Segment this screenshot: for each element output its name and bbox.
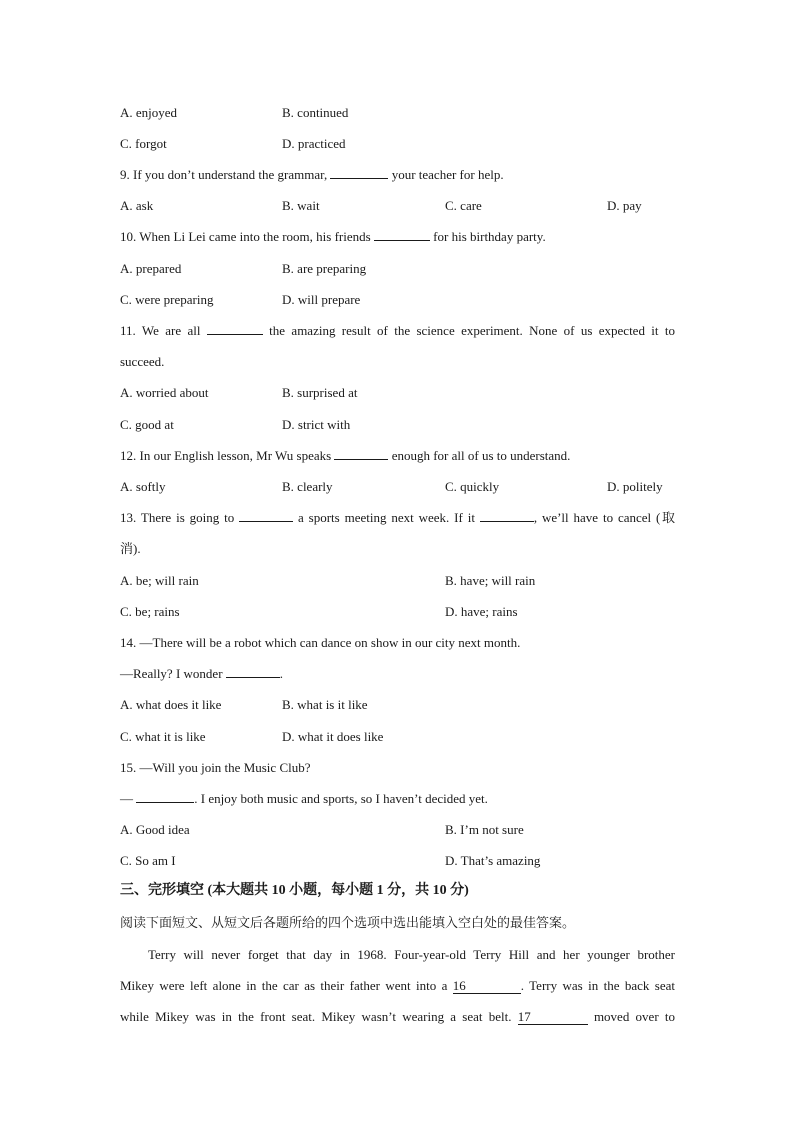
q12-option-c[interactable]: C. quickly <box>445 479 500 494</box>
q13-option-a[interactable]: A. be; will rain <box>120 573 199 588</box>
cloze-blank-16[interactable]: 16 <box>453 979 521 994</box>
q11-option-b[interactable]: B. surprised at <box>282 385 358 400</box>
section-instruction: 阅读下面短文、从短文后各题所给的四个选项中选出能填入空白处的最佳答案。 <box>120 915 576 930</box>
question-15-reply: — . I enjoy both music and sports, so I haven’t decided yet. <box>120 791 488 806</box>
question-15: 15. —Will you join the Music Club? <box>120 760 311 775</box>
q12-option-d[interactable]: D. politely <box>607 479 663 494</box>
q12-option-b[interactable]: B. clearly <box>282 479 333 494</box>
question-11-continuation: succeed. <box>120 354 165 369</box>
question-9: 9. If you don’t understand the grammar, your teacher for help. <box>120 167 504 182</box>
q8-option-c[interactable]: C. forgot <box>120 136 167 151</box>
q9-option-d[interactable]: D. pay <box>607 198 642 213</box>
question-10: 10. When Li Lei came into the room, his friends for his birthday party. <box>120 229 546 244</box>
answer-blank <box>207 322 263 335</box>
q9-option-a[interactable]: A. ask <box>120 198 154 213</box>
q15-option-a[interactable]: A. Good idea <box>120 822 190 837</box>
answer-blank <box>334 447 388 460</box>
q11-option-a[interactable]: A. worried about <box>120 385 209 400</box>
q8-option-a[interactable]: A. enjoyed <box>120 105 178 120</box>
passage-line: Terry will never forget that day in 1968. Four-year-old Terry Hill and her younger brother <box>148 947 675 962</box>
q8-option-b[interactable]: B. continued <box>282 105 349 120</box>
answer-blank <box>480 509 534 522</box>
q14-option-c[interactable]: C. what it is like <box>120 729 206 744</box>
q11-option-c[interactable]: C. good at <box>120 417 174 432</box>
question-13: 13. There is going to a sports meeting next week. If it , we’ll have to cancel (取 <box>120 510 675 525</box>
question-13-continuation: 消). <box>120 541 141 556</box>
q8-option-d[interactable]: D. practiced <box>282 136 346 151</box>
answer-blank <box>226 665 280 678</box>
question-14-reply: —Really? I wonder . <box>120 666 284 681</box>
question-12: 12. In our English lesson, Mr Wu speaks enough for all of us to understand. <box>120 448 571 463</box>
q10-option-a[interactable]: A. prepared <box>120 261 182 276</box>
q13-option-c[interactable]: C. be; rains <box>120 604 180 619</box>
question-14: 14. —There will be a robot which can dance on show in our city next month. <box>120 635 521 650</box>
q14-option-d[interactable]: D. what it does like <box>282 729 384 744</box>
q10-option-c[interactable]: C. were preparing <box>120 292 214 307</box>
passage-line: while Mikey was in the front seat. Mikey wasn’t wearing a seat belt. 17 moved over to <box>120 1009 675 1024</box>
answer-blank <box>330 166 388 179</box>
q11-option-d[interactable]: D. strict with <box>282 417 351 432</box>
q15-option-d[interactable]: D. That’s amazing <box>445 853 541 868</box>
q13-option-b[interactable]: B. have; will rain <box>445 573 536 588</box>
answer-blank <box>136 790 194 803</box>
q10-option-b[interactable]: B. are preparing <box>282 261 367 276</box>
q9-option-c[interactable]: C. care <box>445 198 482 213</box>
q12-option-a[interactable]: A. softly <box>120 479 166 494</box>
answer-blank <box>239 509 293 522</box>
q13-option-d[interactable]: D. have; rains <box>445 604 518 619</box>
q15-option-b[interactable]: B. I’m not sure <box>445 822 524 837</box>
section-title: 三、完形填空 (本大题共 10 小题，每小题 1 分，共 10 分) <box>120 883 469 898</box>
q15-option-c[interactable]: C. So am I <box>120 853 176 868</box>
q14-option-a[interactable]: A. what does it like <box>120 697 222 712</box>
q14-option-b[interactable]: B. what is it like <box>282 697 368 712</box>
answer-blank <box>374 228 430 241</box>
passage-line: Mikey were left alone in the car as their father went into a 16 . Terry was in the back seat <box>120 978 675 993</box>
q10-option-d[interactable]: D. will prepare <box>282 292 361 307</box>
q9-option-b[interactable]: B. wait <box>282 198 320 213</box>
cloze-blank-17[interactable]: 17 <box>518 1010 588 1025</box>
question-11: 11. We are all the amazing result of the science experiment. None of us expected it to <box>120 323 675 338</box>
